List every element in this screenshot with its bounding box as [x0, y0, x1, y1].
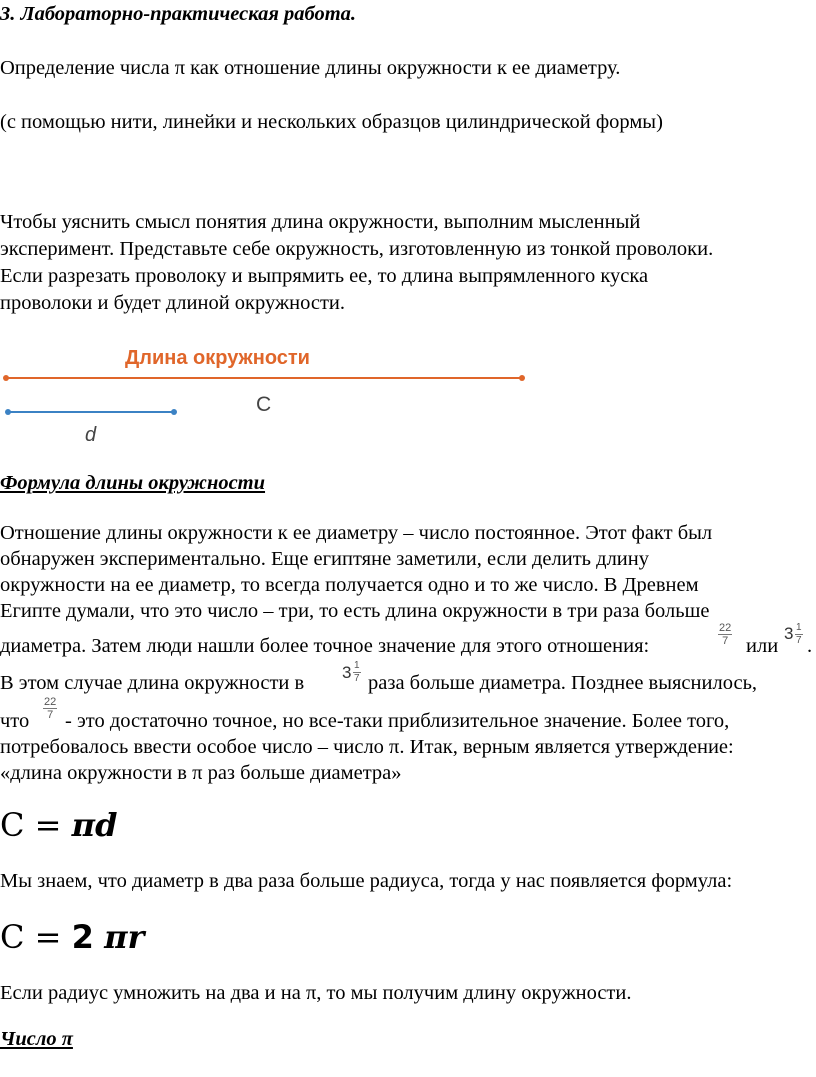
fraction-denominator: 7 — [722, 635, 729, 647]
diagram-title: Длина окружности — [125, 347, 310, 369]
line-5-period: . — [807, 635, 813, 657]
fraction-denominator: 7 — [796, 635, 802, 646]
formula-pi: π — [104, 918, 128, 956]
radius-sentence: Мы знаем, что диаметр в два раза больше радиуса, тогда у нас появляется формула: — [0, 870, 733, 892]
fraction-denominator: 7 — [354, 673, 360, 684]
ratio-line-7-end: - это достаточно точное, но все-таки приблизительное значение. Более того, — [65, 710, 730, 732]
fraction-numerator: 1 — [354, 660, 360, 671]
pi-heading: Число π — [0, 1028, 73, 1050]
circumference-diagram — [0, 336, 540, 446]
diameter-start-dot — [5, 409, 11, 415]
circumference-label: C — [256, 393, 272, 416]
formula-equals: = — [34, 918, 62, 956]
mixed-whole: 3 — [342, 663, 352, 682]
fraction-1-7 — [353, 660, 361, 685]
formula-coefficient: 2 — [71, 918, 94, 956]
formula-variable: r — [127, 918, 145, 956]
circumference-end-dot — [519, 375, 525, 381]
fraction-22-7 — [718, 622, 732, 647]
materials-text: (с помощью нити, линейки и нескольких образцов цилиндрической формы) — [0, 111, 663, 133]
fraction-22-7 — [43, 696, 57, 721]
section-heading: 3. Лабораторно-практическая работа. — [0, 3, 357, 25]
experiment-line: проволоки и будет длиной окружности. — [0, 292, 346, 314]
ratio-line-3: окружности на ее диаметр, то всегда получается одно и то же число. В Древнем — [0, 574, 699, 596]
multiply-sentence: Если радиус умножить на два и на π, то мы получим длину окружности. — [0, 982, 632, 1004]
definition-text: Определение числа π как отношение длины окружности к ее диаметру. — [0, 57, 621, 79]
experiment-paragraph — [0, 209, 713, 317]
ratio-line-5: диаметра. Затем люди нашли более точное значение для этого отношения: — [0, 635, 650, 657]
experiment-line: Чтобы уяснить смысл понятия длина окружности, выполним мысленный — [0, 211, 641, 233]
formula-lhs: C — [0, 918, 25, 956]
formula-variable: d — [95, 806, 118, 844]
mixed-whole: 3 — [784, 624, 794, 643]
formula-pi: π — [71, 806, 96, 844]
or-word: или — [746, 635, 779, 657]
experiment-line: Если разрезать проволоку и выпрямить ее, то длина выпрямленного куска — [0, 265, 649, 287]
diameter-end-dot — [171, 409, 177, 415]
formula-heading: Формула длины окружности — [0, 472, 266, 494]
fraction-numerator: 22 — [719, 622, 732, 634]
diameter-label: d — [85, 424, 97, 446]
circumference-start-dot — [3, 375, 9, 381]
formula-c-pi-d — [0, 806, 117, 844]
ratio-line-4: Египте думали, что это число – три, то есть длина окружности в три раза больше — [0, 600, 710, 622]
ratio-line-6-end: раза больше диаметра. Позднее выяснилось, — [368, 672, 758, 694]
fraction-numerator: 22 — [44, 696, 57, 708]
fraction-numerator: 1 — [796, 622, 802, 633]
ratio-line-8: потребовалось ввести особое число – число π. Итак, верным является утверждение: — [0, 736, 734, 758]
formula-c-2-pi-r — [0, 918, 144, 956]
ratio-line-6-start: В этом случае длина окружности в — [0, 672, 305, 694]
fraction-1-7 — [795, 622, 803, 647]
experiment-line: эксперимент. Представьте себе окружность, изготовленную из тонкой проволоки. — [0, 238, 714, 260]
ratio-line-2: обнаружен экспериментально. Еще египтяне заметили, если делить длину — [0, 548, 650, 570]
ratio-line-7-start: что — [0, 710, 30, 732]
ratio-line-1: Отношение длины окружности к ее диаметру – число постоянное. Этот факт был — [0, 522, 713, 544]
formula-lhs: C — [0, 806, 25, 844]
fraction-denominator: 7 — [47, 709, 54, 721]
ratio-line-9: «длина окружности в π раз больше диаметра» — [0, 762, 402, 784]
formula-equals: = — [34, 806, 62, 844]
